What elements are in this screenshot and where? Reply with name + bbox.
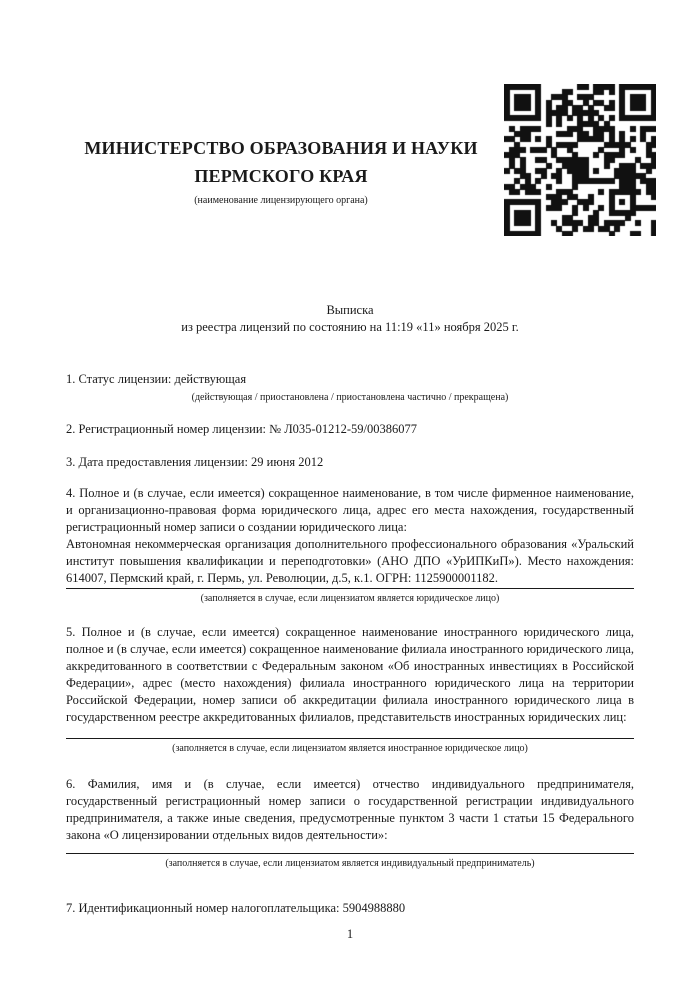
ministry-name-line2: ПЕРМСКОГО КРАЯ bbox=[194, 166, 368, 186]
ministry-name-line1: МИНИСТЕРСТВО ОБРАЗОВАНИЯ И НАУКИ bbox=[84, 138, 478, 158]
qr-code-image bbox=[504, 84, 656, 236]
item-3-grant-date: 3. Дата предоставления лицензии: 29 июня 2012 bbox=[66, 455, 324, 469]
document-title bbox=[66, 302, 634, 336]
doc-title-line1: Выписка bbox=[326, 303, 374, 317]
item-4-legal-entity-block bbox=[66, 485, 634, 605]
item-5-foreign-entity-block bbox=[66, 624, 634, 755]
item-4-underline bbox=[66, 588, 634, 589]
item-5-label: 5. Полное и (в случае, если имеется) сокращенное наименование иностранного юридического лица, полное и (в случае, если имеется) сокращенное наименование филиала иностранного юридического лица, аккредитованного в соответствии с Федеральным законом «Об иностранных инвестициях в Российской Федерации», адрес (место нахождения) филиала иностранного юридического лица на территории Российской Федерации, номер записи об аккредитации филиала иностранного юридического лица в государственном реестре аккредитованных филиалов, представительств иностранных юридических лиц: bbox=[66, 625, 634, 724]
item-2-registration-number: 2. Регистрационный номер лицензии: № Л035-01212-59/00386077 bbox=[66, 422, 417, 436]
item-6-individual-entrepreneur-block bbox=[66, 776, 634, 870]
item-4-caption: (заполняется в случае, если лицензиатом является юридическое лицо) bbox=[200, 593, 500, 604]
item-4-label: 4. Полное и (в случае, если имеется) сокращенное наименование, в том числе фирменное наименование, и организационно-правовая форма юридического лица, адрес его места нахождения, государственный регистрационный номер записи о создании юридического лица: bbox=[66, 486, 634, 534]
doc-title-line2: из реестра лицензий по состоянию на 11:19 «11» ноября 2025 г. bbox=[181, 320, 519, 334]
qr-code-icon bbox=[504, 84, 656, 236]
item-6-caption: (заполняется в случае, если лицензиатом является индивидуальный предприниматель) bbox=[165, 858, 535, 869]
item-5-underline bbox=[66, 727, 634, 739]
item-1-status-options-caption: (действующая / приостановлена / приостановлена частично / прекращена) bbox=[191, 392, 509, 403]
licensing-authority-caption: (наименование лицензирующего органа) bbox=[194, 195, 368, 206]
item-1-license-status: 1. Статус лицензии: действующая bbox=[66, 372, 247, 386]
document-header bbox=[66, 134, 496, 208]
item-4-value: Автономная некоммерческая организация дополнительного профессионального образования «Уральский институт повышения квалификации и переподготовки» (АНО ДПО «УрИПКиП»). Место нахождения: 614007, Пермский край, г. Пермь, ул. Революции, д.5, к.1. ОГРН: 1125900001182. bbox=[66, 537, 634, 585]
page-number: 1 bbox=[346, 927, 354, 941]
license-fields bbox=[66, 371, 634, 917]
item-6-underline bbox=[66, 845, 634, 854]
item-5-caption: (заполняется в случае, если лицензиатом является иностранное юридическое лицо) bbox=[172, 743, 528, 754]
item-7-taxpayer-number: 7. Идентификационный номер налогоплательщика: 5904988880 bbox=[66, 901, 406, 915]
item-6-label: 6. Фамилия, имя и (в случае, если имеется) отчество индивидуального предпринимателя, государственный регистрационный номер записи о государственной регистрации индивидуального предпринимателя, а также иные сведения, предусмотренные пунктом 3 части 1 статьи 15 Федерального закона «О лицензировании отдельных видов деятельности»: bbox=[66, 777, 634, 842]
